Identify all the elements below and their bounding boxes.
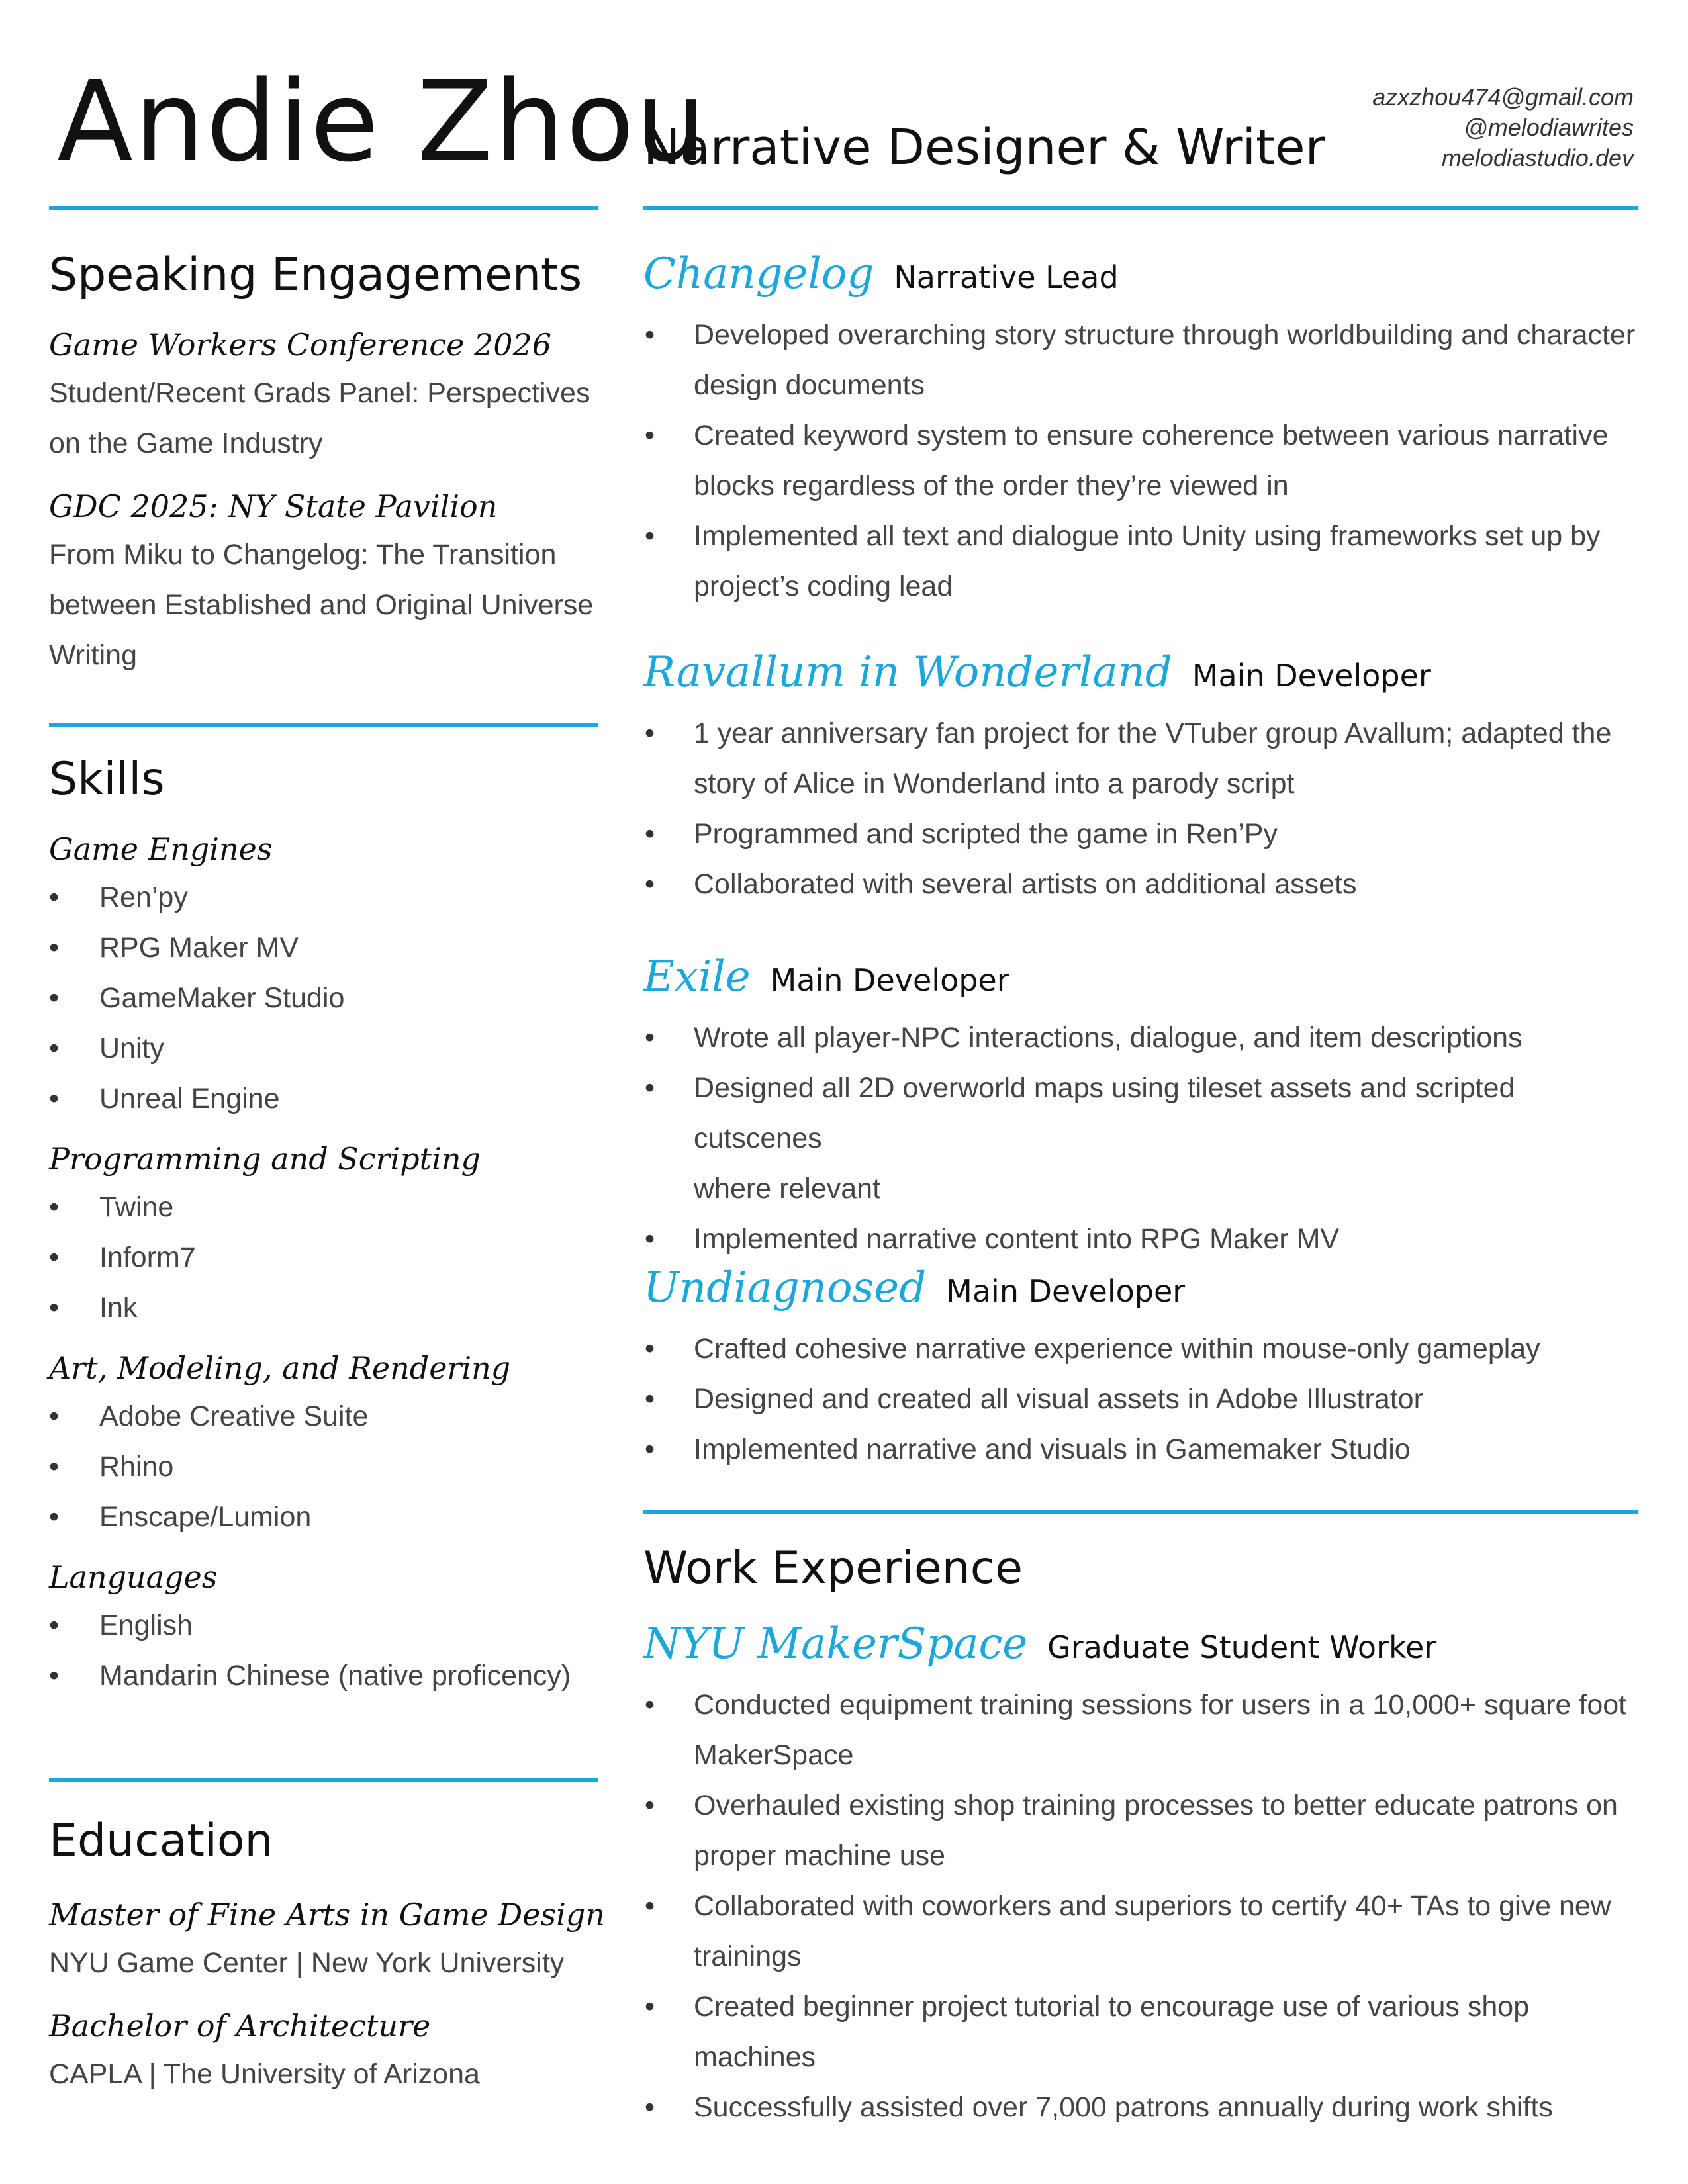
skill-group-title: Programming and Scripting — [49, 1141, 481, 1177]
school-name: NYU Game Center | New York University — [49, 1947, 565, 1979]
bullet-item — [643, 2082, 1636, 2132]
bullet-item — [643, 410, 1636, 511]
bullet-line: • Wrote all player-NPC interactions, dialogue, and item descriptions — [694, 1022, 1523, 1054]
skill-item: • GameMaker Studio — [49, 973, 598, 1023]
skill-item: • English — [49, 1600, 598, 1651]
work-section — [643, 1542, 1636, 2132]
bullet-line: • Designed and created all visual assets in Adobe Illustrator — [694, 1383, 1423, 1415]
job-role: Graduate Student Worker — [1047, 1629, 1437, 1665]
education-section — [49, 1815, 605, 2099]
project-name: Exile — [643, 952, 751, 1001]
bullet-line: project’s coding lead — [694, 570, 953, 602]
skill-list — [49, 1182, 598, 1333]
contact-block — [1237, 82, 1634, 173]
bullet-line: proper machine use — [694, 1840, 946, 1872]
bullet-item — [643, 1063, 1636, 1214]
speaking-event: Game Workers Conference 2026 — [49, 327, 552, 363]
skill-list — [49, 1391, 598, 1542]
bullet-item — [643, 1981, 1636, 2082]
bullet-line: • Overhauled existing shop training processes to better educate patrons on — [694, 1790, 1618, 1821]
speaking-title: Speaking Engagements — [49, 249, 583, 301]
bullet-item — [643, 859, 1636, 909]
bullet-line: • 1 year anniversary fan project for the VTuber group Avallum; adapted the — [694, 717, 1612, 749]
speaking-desc-line: between Established and Original Universe — [49, 589, 594, 621]
skill-item: • Ink — [49, 1283, 598, 1333]
bullet-line: • Implemented all text and dialogue into Unity using frameworks set up by — [694, 520, 1601, 552]
bullet-item — [643, 511, 1636, 612]
job-bullets — [643, 1680, 1636, 2132]
bullet-item — [643, 1374, 1636, 1424]
project-name: Changelog — [643, 250, 874, 298]
skills-section — [49, 753, 598, 1701]
work-title: Work Experience — [643, 1542, 1023, 1594]
bullet-item — [643, 310, 1636, 410]
speaking-divider — [49, 723, 598, 727]
bullet-line: story of Alice in Wonderland into a parody script — [694, 768, 1295, 799]
bullet-line: • Conducted equipment training sessions for users in a 10,000+ square foot — [694, 1689, 1627, 1721]
project-role: Main Developer — [770, 962, 1009, 998]
skill-group-title: Languages — [49, 1559, 218, 1595]
speaking-desc-line: Writing — [49, 639, 138, 671]
bullet-item — [643, 1324, 1636, 1374]
project-bullets — [643, 1013, 1636, 1264]
speaking-event: GDC 2025: NY State Pavilion — [49, 488, 498, 524]
bullet-item — [643, 1013, 1636, 1063]
bullet-line: design documents — [694, 369, 925, 401]
bullet-line: blocks regardless of the order they’re viewed in — [694, 470, 1289, 502]
project-bullets — [643, 310, 1636, 612]
skill-list — [49, 1600, 598, 1701]
bullet-item — [643, 1680, 1636, 1780]
skills-divider — [49, 1778, 598, 1782]
speaking-section — [49, 249, 598, 680]
bullet-line: • Developed overarching story structure through worldbuilding and character — [694, 319, 1636, 351]
project-name: Undiagnosed — [643, 1263, 927, 1312]
bullet-line: • Created keyword system to ensure coherence between various narrative — [694, 420, 1609, 451]
skill-item: • RPG Maker MV — [49, 923, 598, 973]
speaking-desc-line: on the Game Industry — [49, 428, 323, 459]
project-role: Main Developer — [1192, 658, 1431, 694]
bullet-line: • Collaborated with several artists on additional assets — [694, 868, 1357, 900]
bullet-line: • Created beginner project tutorial to encourage use of various shop machines — [694, 1991, 1530, 2073]
contact-website[interactable]: melodiastudio.dev — [1441, 144, 1634, 171]
bullet-line: • Implemented narrative and visuals in Gamemaker Studio — [694, 1433, 1411, 1465]
header-divider-right — [643, 206, 1638, 210]
bullet-item — [643, 1424, 1636, 1475]
skill-group-title: Art, Modeling, and Rendering — [49, 1350, 511, 1386]
project-name: Ravallum in Wonderland — [643, 648, 1172, 697]
degree-title: Master of Fine Arts in Game Design — [49, 1897, 605, 1933]
bullet-line: MakerSpace — [694, 1739, 854, 1771]
bullet-item — [643, 809, 1636, 859]
skill-item: • Adobe Creative Suite — [49, 1391, 598, 1441]
project-header — [643, 250, 1636, 298]
project-changelog — [643, 250, 1636, 612]
speaking-desc-line: Student/Recent Grads Panel: Perspectives — [49, 377, 590, 409]
resume-name: Andie Zhou — [57, 57, 708, 187]
skill-item: • Unreal Engine — [49, 1073, 598, 1124]
project-header — [643, 1263, 1636, 1312]
degree-title: Bachelor of Architecture — [49, 2008, 431, 2044]
bullet-item — [643, 1881, 1636, 1981]
bullet-line: • Implemented narrative content into RPG Maker MV — [694, 1223, 1340, 1255]
skill-item: • Unity — [49, 1023, 598, 1073]
skill-item: • Ren’py — [49, 872, 598, 923]
bullet-line: where relevant — [694, 1173, 881, 1205]
bullet-line: • Crafted cohesive narrative experience within mouse-only gameplay — [694, 1333, 1540, 1365]
project-undiagnosed — [643, 1263, 1636, 1475]
project-role: Narrative Lead — [894, 259, 1119, 295]
resume-role: Narrative Designer & Writer — [643, 119, 1326, 176]
job-name: NYU MakerSpace — [643, 1619, 1028, 1668]
project-role: Main Developer — [946, 1273, 1186, 1309]
project-header — [643, 648, 1636, 697]
skill-list — [49, 872, 598, 1124]
projects-divider — [643, 1510, 1638, 1514]
bullet-item — [643, 708, 1636, 809]
skill-item: • Enscape/Lumion — [49, 1492, 598, 1542]
bullet-line: • Programmed and scripted the game in Ren’Py — [694, 818, 1278, 850]
contact-email[interactable]: azxzhou474@gmail.com — [1372, 83, 1634, 111]
skill-item: • Mandarin Chinese (native proficency) — [49, 1651, 598, 1701]
bullet-line: • Designed all 2D overworld maps using tileset assets and scripted cutscenes — [694, 1072, 1515, 1154]
skills-title: Skills — [49, 753, 165, 805]
skill-item: • Twine — [49, 1182, 598, 1232]
project-bullets — [643, 1324, 1636, 1475]
project-exile — [643, 952, 1636, 1264]
header-divider-left — [49, 206, 598, 210]
school-name: CAPLA | The University of Arizona — [49, 2058, 480, 2090]
skill-item: • Inform7 — [49, 1232, 598, 1283]
bullet-line: • Collaborated with coworkers and superiors to certify 40+ TAs to give new — [694, 1890, 1611, 1922]
skill-group-title: Game Engines — [49, 831, 273, 867]
bullet-item — [643, 1780, 1636, 1881]
education-title: Education — [49, 1815, 273, 1867]
bullet-line: trainings — [694, 1940, 802, 1972]
job-header — [643, 1619, 1636, 1668]
project-bullets — [643, 708, 1636, 909]
project-ravallum — [643, 648, 1636, 909]
speaking-description — [49, 368, 598, 469]
speaking-desc-line: From Miku to Changelog: The Transition — [49, 539, 557, 570]
bullet-line: • Successfully assisted over 7,000 patrons annually during work shifts — [694, 2091, 1553, 2123]
speaking-description — [49, 529, 598, 680]
bullet-item — [643, 1214, 1636, 1264]
project-header — [643, 952, 1636, 1001]
contact-handle[interactable]: @melodiawrites — [1464, 114, 1634, 141]
skill-item: • Rhino — [49, 1441, 598, 1492]
